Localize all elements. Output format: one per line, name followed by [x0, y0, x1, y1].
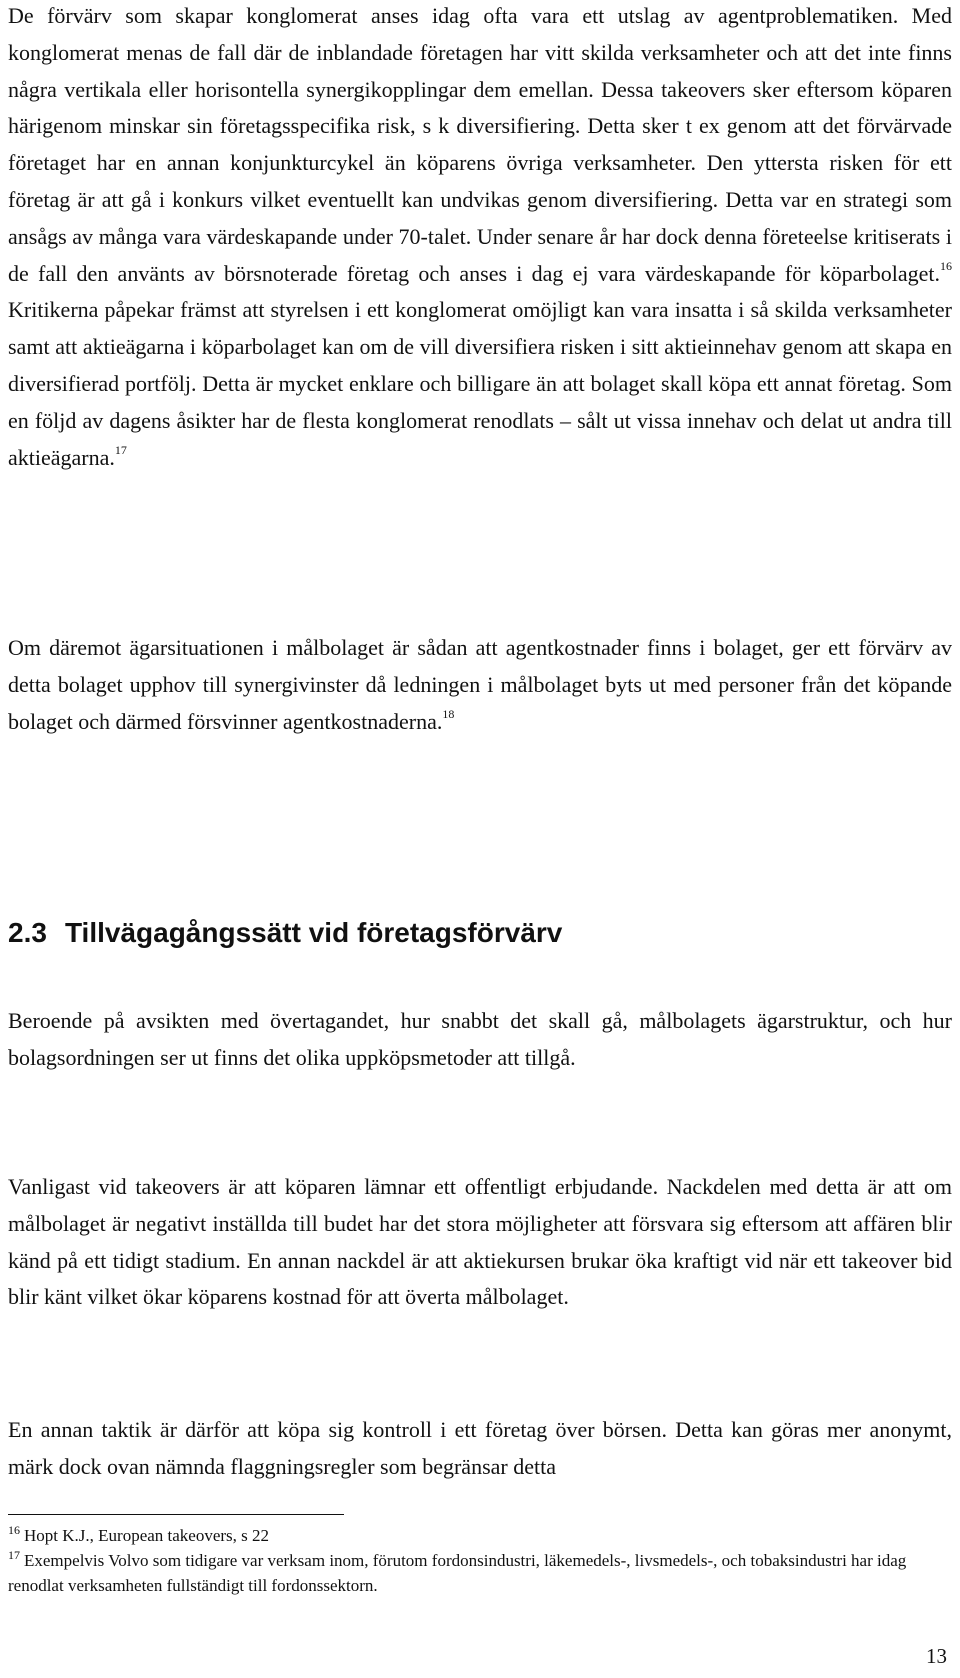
footnote-reference: 17 [114, 442, 127, 457]
section-number: 2.3 [8, 917, 47, 948]
footnote-separator [8, 1514, 344, 1515]
paragraph-text: De förvärv som skapar konglomerat anses idag ofta vara ett utslag av agentproblematiken. Med konglomerat menas de fall där de inblandade företagen har vitt skilda verksamheter och att det inte finns några vertikala eller horisontella synergikopplingar dem emellan. Dessa takeovers sker eftersom köparen härigenom minskar sin företagsspecifika risk, s k diversifiering. Detta sker t ex genom att det förvärvade företaget har en annan konjunkturcykel än köparens övriga verksamheter. Den yttersta risken för ett företag är att gå i konkurs vilket eventuellt kan undvikas genom diversifiering. Detta var en strategi som ansågs av många vara värdeskapande under 70-talet. Under senare år har dock denna företeelse kritiserats i de fall den använts av börsnoterade företag och anses i dag ej vara värdeskapande för köparbolaget. [8, 3, 952, 286]
footnotes [8, 1523, 952, 1598]
footnote [8, 1523, 952, 1548]
paragraph-public-offer: Vanligast vid takeovers är att köparen lämnar ett offentligt erbjudande. Nackdelen med detta är att om målbolaget är negativt inställda till budet har det stora möjligheter att försvara sig eftersom att affären blir känd på ett tidigt stadium. En annan nackdel är att aktiekursen brukar öka kraftigt vid när ett takeover bid blir känt vilket ökar köparens kostnad för att överta målbolaget. [8, 1174, 952, 1310]
page-number: 13 [926, 1644, 947, 1668]
section-heading [8, 915, 562, 951]
footnote-number: 17 [8, 1548, 20, 1562]
footnote-reference: 18 [442, 706, 455, 721]
footnote-text: Exempelvis Volvo som tidigare var verksam inom, förutom fordonsindustri, läkemedels-, livsmedels-, och tobaksindustri har idag renodlat verksamheten fullständigt till fordonssektorn. [8, 1551, 907, 1595]
paragraph-methods: Beroende på avsikten med övertagandet, hur snabbt det skall gå, målbolagets ägarstruktur, och hur bolagsordningen ser ut finns det olika uppköpsmetoder att tillgå. [8, 1008, 952, 1070]
paragraph-text: Kritikerna påpekar främst att styrelsen i ett konglomerat omöjligt kan vara insatta i så skilda verksamheter samt att aktieägarna i köparbolaget kan om de vill diversifiera risken i sitt aktieinnehav genom att skapa en diversifierad portfölj. Detta är mycket enklare och billigare än att bolaget skall köpa ett annat företag. Som en följd av dagens åsikter har de flesta konglomerat renodlats – sålt ut vissa innehav och delat ut andra till aktieägarna. [8, 297, 952, 470]
paragraph-conglomerates [8, 0, 952, 476]
footnote-text: Hopt K.J., European takeovers, s 22 [24, 1526, 270, 1545]
footnote-reference: 16 [940, 258, 952, 273]
footnote [8, 1548, 952, 1598]
paragraph-market-control: En annan taktik är därför att köpa sig kontroll i ett företag över börsen. Detta kan göras mer anonymt, märk dock ovan nämnda flaggningsregler som begränsar detta [8, 1417, 952, 1479]
paragraph-agent-costs [8, 630, 952, 740]
paragraph-text: Om däremot ägarsituationen i målbolaget är sådan att agentkostnader finns i bolaget, ger ett förvärv av detta bolaget upphov till synergivinster då ledningen i målbolaget byts ut med personer från det köpande bolaget och därmed försvinner agentkostnaderna. [8, 635, 952, 734]
footnote-number: 16 [8, 1523, 20, 1537]
section-title: Tillvägagångssätt vid företagsförvärv [64, 917, 563, 948]
